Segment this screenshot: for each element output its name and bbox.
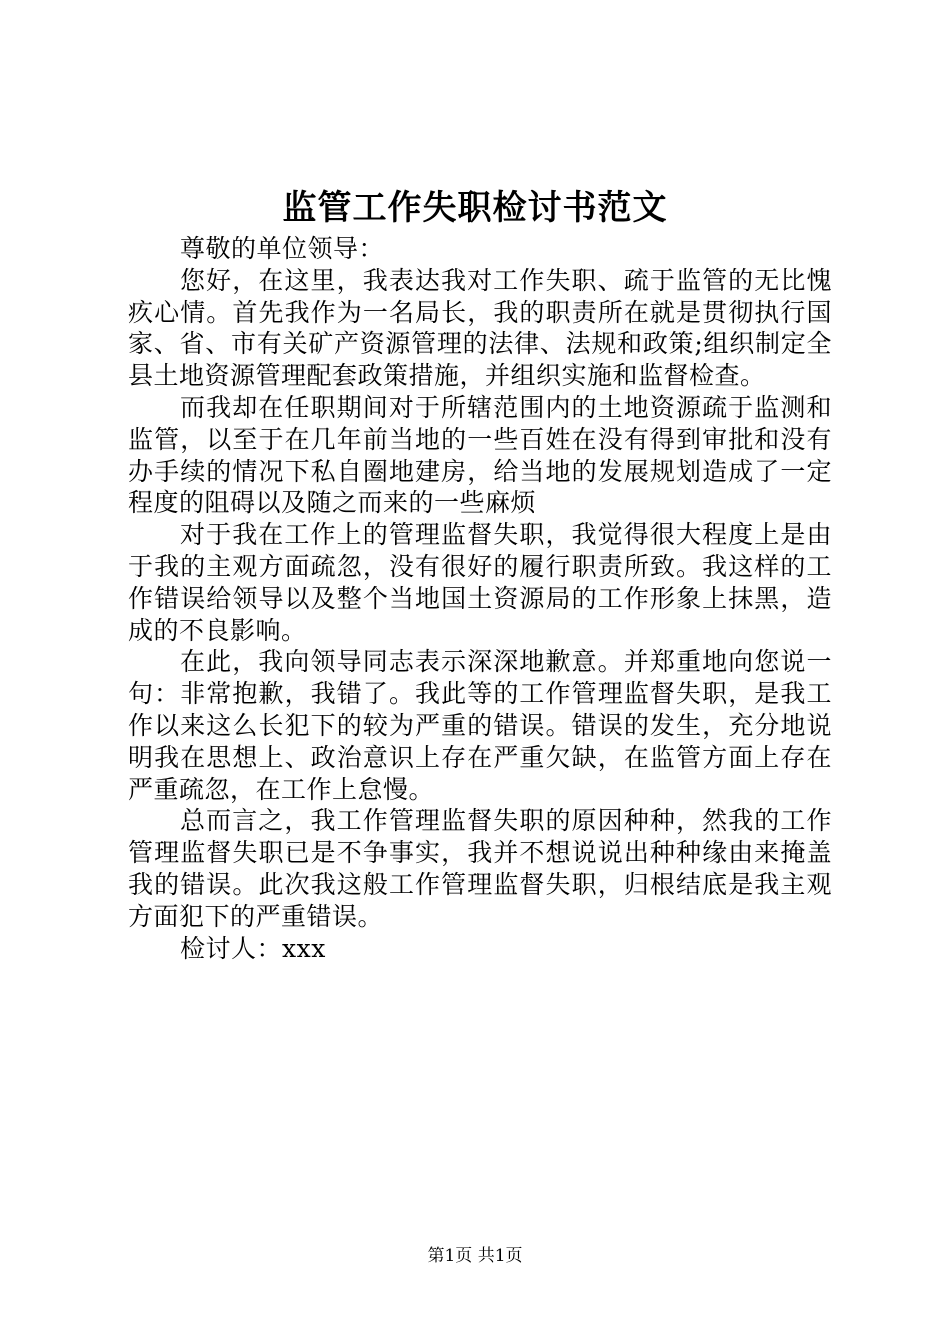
paragraph-2: 而我却在任职期间对于所辖范围内的土地资源疏于监测和监管，以至于在几年前当地的一些百姓在没有得到审批和没有办手续的情况下私自圈地建房，给当地的发展规划造成了一定程度的阻碍以及随之而来的一些麻烦 [128, 392, 832, 518]
paragraph-4: 在此，我向领导同志表示深深地歉意。并郑重地向您说一句：非常抱歉，我错了。我此等的工作管理监督失职，是我工作以来这么长犯下的较为严重的错误。错误的发生，充分地说明我在思想上、政治意识上存在严重欠缺，在监管方面上存在严重疏忽，在工作上怠慢。 [128, 647, 832, 804]
page-footer: 第1页 共1页 [427, 1246, 523, 1266]
document-body [128, 233, 832, 964]
paragraph-3: 对于我在工作上的管理监督失职，我觉得很大程度上是由于我的主观方面疏忽，没有很好的履行职责所致。我这样的工作错误给领导以及整个当地国土资源局的工作形象上抹黑，造成的不良影响。 [128, 520, 832, 645]
document-title: 监管工作失职检讨书范文 [282, 188, 668, 228]
salutation: 尊敬的单位领导： [180, 234, 385, 263]
paragraph-5: 总而言之，我工作管理监督失职的原因种种，然我的工作管理监督失职已是不争事实，我并不想说说出种种缘由来掩盖我的错误。此次我这般工作管理监督失职，归根结底是我主观方面犯下的严重错误。 [128, 806, 832, 931]
signature: 检讨人：xxx [180, 933, 326, 963]
paragraph-1: 您好，在这里，我表达我对工作失职、疏于监管的无比愧疚心情。首先我作为一名局长，我的职责所在就是贯彻执行国家、省、市有关矿产资源管理的法律、法规和政策;组织制定全县土地资源管理配套政策措施，并组织实施和监督检查。 [128, 265, 832, 391]
